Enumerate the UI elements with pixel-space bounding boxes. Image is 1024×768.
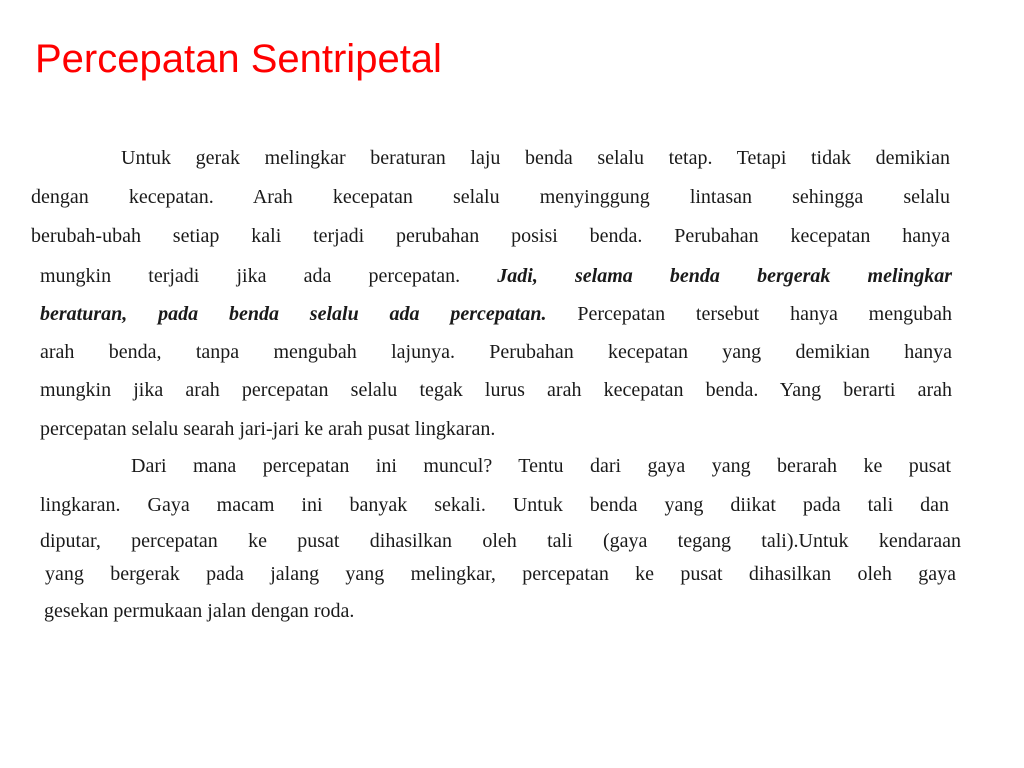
- paragraph-1-line-6: arah benda, tanpa mengubah lajunya. Perubahan kecepatan yang demikian hanya: [40, 341, 952, 363]
- paragraph-2-line-2: lingkaran. Gaya macam ini banyak sekali. Untuk benda yang diikat pada tali dan: [40, 494, 949, 516]
- paragraph-2-line-4: yang bergerak pada jalang yang melingkar, percepatan ke pusat dihasilkan oleh gaya: [45, 563, 956, 585]
- paragraph-1-line-7: mungkin jika arah percepatan selalu tegak lurus arah kecepatan benda. Yang berarti arah: [40, 379, 952, 401]
- normal-text: mungkin terjadi jika ada percepatan.: [40, 265, 461, 287]
- emphasis-text: beraturan, pada benda selalu ada percepatan.: [40, 303, 547, 325]
- paragraph-1-line-2: dengan kecepatan. Arah kecepatan selalu menyinggung lintasan sehingga selalu: [31, 186, 950, 208]
- paragraph-1-line-8: percepatan selalu searah jari-jari ke arah pusat lingkaran.: [40, 418, 496, 440]
- paragraph-2-line-1: Dari mana percepatan ini muncul? Tentu dari gaya yang berarah ke pusat: [131, 455, 951, 477]
- slide-title: Percepatan Sentripetal: [35, 37, 442, 81]
- paragraph-1-line-1: Untuk gerak melingkar beraturan laju benda selalu tetap. Tetapi tidak demikian: [121, 147, 950, 169]
- paragraph-1-line-3: berubah-ubah setiap kali terjadi perubahan posisi benda. Perubahan kecepatan hanya: [31, 225, 950, 247]
- paragraph-1-line-4: [40, 262, 952, 290]
- paragraph-2-line-3: diputar, percepatan ke pusat dihasilkan oleh tali (gaya tegang tali).Untuk kendaraan: [40, 530, 961, 552]
- paragraph-1-line-5: [40, 300, 952, 328]
- paragraph-2-line-5: gesekan permukaan jalan dengan roda.: [44, 600, 355, 622]
- emphasis-text: Jadi, selama benda bergerak melingkar: [497, 265, 952, 287]
- normal-text: Percepatan tersebut hanya mengubah: [577, 303, 952, 325]
